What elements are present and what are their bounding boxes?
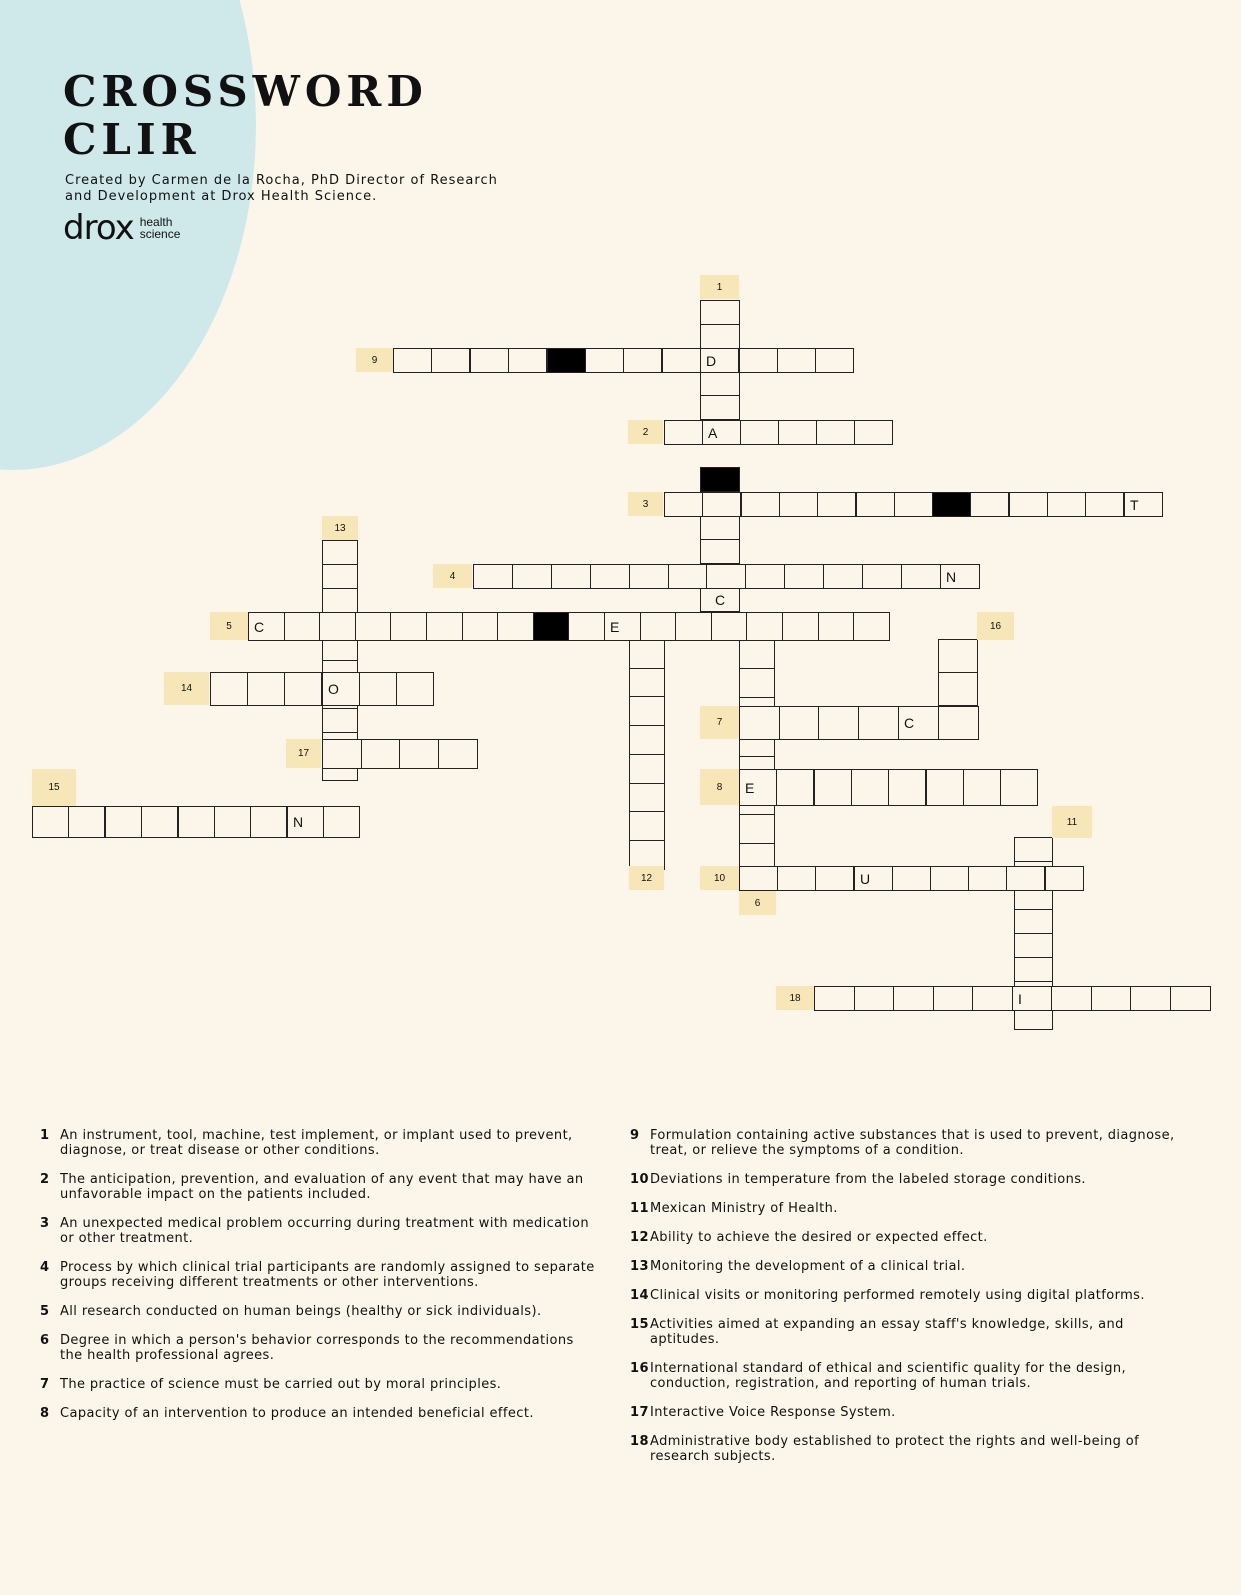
- grid-cell[interactable]: [901, 564, 941, 589]
- clue-number: 5: [40, 1304, 50, 1319]
- logo-sub-line-2: science: [139, 227, 181, 241]
- grid-cell[interactable]: [662, 348, 701, 373]
- grid-cell[interactable]: [1091, 986, 1132, 1011]
- clue-number: 15: [630, 1317, 649, 1332]
- grid-cell[interactable]: [782, 612, 819, 641]
- grid-cell[interactable]: [779, 492, 818, 517]
- clue-text: Administrative body established to protect the rights and well-being of research subjects.: [650, 1434, 1140, 1464]
- grid-cell[interactable]: [777, 348, 816, 373]
- grid-cell[interactable]: [851, 769, 889, 806]
- clue-2: [40, 1172, 595, 1202]
- clue-number-15: 15: [32, 769, 76, 806]
- grid-cell[interactable]: [390, 612, 427, 641]
- clue-text: Deviations in temperature from the labeled storage conditions.: [650, 1172, 1086, 1187]
- clue-number: 14: [630, 1288, 649, 1303]
- grid-cell[interactable]: [814, 769, 852, 806]
- clue-number: 1: [40, 1128, 50, 1143]
- grid-cell[interactable]: [322, 564, 358, 589]
- grid-cell[interactable]: [141, 806, 178, 838]
- clue-text: The anticipation, prevention, and evaluation of any event that may have an unfavorable impact on the patients included.: [60, 1172, 584, 1202]
- page-title: [63, 68, 428, 164]
- clue-text: All research conducted on human beings (healthy or sick individuals).: [60, 1304, 542, 1319]
- grid-cell[interactable]: [1000, 769, 1038, 806]
- clue-text: Ability to achieve the desired or expected effect.: [650, 1230, 988, 1245]
- grid-cell[interactable]: [1014, 933, 1053, 958]
- grid-cell[interactable]: [247, 672, 285, 706]
- grid-cell[interactable]: [814, 986, 855, 1011]
- clue-14: [630, 1288, 1175, 1303]
- grid-cell[interactable]: [319, 612, 356, 641]
- clue-1: [40, 1128, 595, 1158]
- clue-18: [630, 1434, 1175, 1464]
- grid-cell[interactable]: A: [702, 420, 741, 445]
- grid-cell[interactable]: [284, 672, 322, 706]
- grid-cell[interactable]: [629, 725, 665, 755]
- grid-cell[interactable]: I: [1012, 986, 1053, 1011]
- grid-cell[interactable]: [972, 986, 1013, 1011]
- grid-cell[interactable]: [711, 612, 748, 641]
- grid-cell[interactable]: [700, 371, 740, 396]
- grid-cell[interactable]: [706, 564, 746, 589]
- grid-cell[interactable]: [893, 986, 934, 1011]
- clue-number: 7: [40, 1377, 50, 1392]
- clue-number: 13: [630, 1259, 649, 1274]
- grid-cell[interactable]: [250, 806, 287, 838]
- grid-cell[interactable]: [700, 300, 740, 325]
- clue-number-18: 18: [776, 986, 814, 1010]
- grid-cell[interactable]: [284, 612, 321, 641]
- grid-cell[interactable]: [1045, 866, 1084, 891]
- grid-cell[interactable]: [739, 668, 775, 698]
- grid-cell[interactable]: [322, 708, 358, 733]
- clue-text: Interactive Voice Response System.: [650, 1405, 896, 1420]
- clue-number-10: 10: [700, 866, 739, 890]
- grid-cell[interactable]: [629, 564, 669, 589]
- grid-cell[interactable]: [817, 492, 856, 517]
- grid-cell[interactable]: [210, 672, 248, 706]
- grid-cell[interactable]: [1085, 492, 1124, 517]
- grid-cell[interactable]: [462, 612, 499, 641]
- grid-cell[interactable]: [823, 564, 863, 589]
- grid-cell[interactable]: [745, 564, 785, 589]
- grid-cell[interactable]: [1006, 866, 1045, 891]
- grid-cell[interactable]: [740, 420, 779, 445]
- grid-cell[interactable]: [700, 539, 740, 564]
- clue-number: 16: [630, 1361, 649, 1376]
- grid-cell[interactable]: [399, 739, 439, 769]
- grid-cell[interactable]: C: [248, 612, 285, 641]
- grid-cell[interactable]: [590, 564, 630, 589]
- clue-number-16: 16: [977, 612, 1014, 640]
- clue-text: Clinical visits or monitoring performed remotely using digital platforms.: [650, 1288, 1145, 1303]
- grid-cell[interactable]: [664, 420, 703, 445]
- grid-cell[interactable]: [739, 814, 775, 844]
- grid-cell[interactable]: [675, 612, 712, 641]
- clue-text: Process by which clinical trial participants are randomly assigned to separate groups receiving different treatments or other interventions.: [60, 1260, 595, 1290]
- grid-cell[interactable]: [815, 348, 854, 373]
- grid-cell[interactable]: [700, 324, 740, 349]
- grid-cell[interactable]: C: [898, 706, 939, 740]
- grid-cell[interactable]: [497, 612, 534, 641]
- clue-10: [630, 1172, 1175, 1187]
- logo-sub-line-1: health: [139, 215, 173, 229]
- grid-cell[interactable]: [323, 806, 360, 838]
- clue-number-8: 8: [700, 769, 739, 805]
- grid-cell[interactable]: [585, 348, 624, 373]
- grid-cell[interactable]: N: [287, 806, 324, 838]
- grid-cell[interactable]: [746, 612, 783, 641]
- clue-text: Activities aimed at expanding an essay staff's knowledge, skills, and aptitudes.: [650, 1317, 1124, 1347]
- clue-number: 6: [40, 1333, 50, 1348]
- clue-13: [630, 1259, 1175, 1274]
- grid-cell[interactable]: [862, 564, 902, 589]
- clues-left-column: [40, 1128, 595, 1435]
- credit-text: Created by Carmen de la Rocha, PhD Director of Research and Development at Drox Health Science.: [65, 173, 498, 204]
- grid-cell[interactable]: [894, 492, 933, 517]
- grid-cell[interactable]: [853, 612, 890, 641]
- grid-cell[interactable]: [68, 806, 105, 838]
- grid-cell[interactable]: [359, 672, 397, 706]
- clue-3: [40, 1216, 595, 1246]
- title-line-1: CROSSWORD: [63, 67, 428, 116]
- grid-cell[interactable]: [629, 668, 665, 698]
- clue-7: [40, 1377, 595, 1392]
- grid-cell[interactable]: [1014, 909, 1053, 934]
- clue-text: An instrument, tool, machine, test implement, or implant used to prevent, diagnose, or treat disease or other conditions.: [60, 1128, 573, 1158]
- clue-number-9: 9: [356, 348, 393, 372]
- clue-text: Monitoring the development of a clinical trial.: [650, 1259, 966, 1274]
- grid-cell[interactable]: [818, 706, 859, 740]
- grid-cell[interactable]: [629, 639, 665, 669]
- grid-cell[interactable]: [818, 612, 855, 641]
- clue-number-12: 12: [629, 866, 664, 890]
- grid-cell[interactable]: [1170, 986, 1211, 1011]
- clue-number-17: 17: [286, 739, 321, 768]
- grid-cell[interactable]: D: [700, 348, 739, 373]
- grid-cell[interactable]: [473, 564, 513, 589]
- clue-number: 4: [40, 1260, 50, 1275]
- grid-cell[interactable]: [970, 492, 1009, 517]
- clue-number-14: 14: [164, 672, 209, 705]
- clue-number-3: 3: [628, 492, 663, 516]
- clue-number-6: 6: [739, 891, 776, 915]
- grid-cell[interactable]: U: [854, 866, 893, 891]
- clue-number: 3: [40, 1216, 50, 1231]
- black-cell: [547, 348, 586, 373]
- grid-cell[interactable]: [963, 769, 1001, 806]
- clue-number-7: 7: [700, 706, 739, 739]
- clue-number: 11: [630, 1201, 649, 1216]
- grid-cell[interactable]: [470, 348, 509, 373]
- clue-number: 17: [630, 1405, 649, 1420]
- title-line-2: CLIR: [63, 115, 201, 164]
- grid-cell[interactable]: [739, 348, 778, 373]
- grid-cell[interactable]: [105, 806, 142, 838]
- grid-cell[interactable]: [629, 811, 665, 841]
- grid-cell[interactable]: [393, 348, 432, 373]
- clue-11: [630, 1201, 1175, 1216]
- grid-cell[interactable]: [926, 769, 964, 806]
- clue-number-5: 5: [210, 612, 248, 640]
- grid-cell[interactable]: [854, 420, 893, 445]
- grid-cell[interactable]: [623, 348, 662, 373]
- clue-text: International standard of ethical and scientific quality for the design, conduction, registration, and reporting of human trials.: [650, 1361, 1127, 1391]
- grid-cell[interactable]: C: [700, 587, 740, 612]
- grid-cell[interactable]: [856, 492, 895, 517]
- grid-cell[interactable]: [702, 492, 741, 517]
- clue-number-11: 11: [1052, 806, 1092, 838]
- clue-number: 18: [630, 1434, 649, 1449]
- grid-cell[interactable]: [938, 639, 978, 673]
- grid-cell[interactable]: [739, 706, 780, 740]
- clue-text: An unexpected medical problem occurring during treatment with medication or other treatment.: [60, 1216, 590, 1246]
- clue-number: 12: [630, 1230, 649, 1245]
- grid-cell[interactable]: [361, 739, 401, 769]
- grid-cell[interactable]: [178, 806, 215, 838]
- logo-subtitle: [140, 216, 181, 240]
- grid-cell[interactable]: [700, 395, 740, 420]
- grid-cell[interactable]: [32, 806, 69, 838]
- grid-cell[interactable]: [938, 706, 979, 740]
- grid-cell[interactable]: [933, 986, 974, 1011]
- clue-text: Formulation containing active substances that is used to prevent, diagnose, treat, or relieve the symptoms of a condition.: [650, 1128, 1175, 1158]
- black-cell: [700, 467, 740, 492]
- clue-text: The practice of science must be carried out by moral principles.: [60, 1377, 502, 1392]
- grid-cell[interactable]: O: [322, 672, 360, 706]
- grid-cell[interactable]: [668, 564, 708, 589]
- grid-cell[interactable]: N: [940, 564, 980, 589]
- grid-cell[interactable]: [322, 588, 358, 613]
- grid-cell[interactable]: [739, 866, 778, 891]
- clue-5: [40, 1304, 595, 1319]
- grid-cell[interactable]: [1047, 492, 1086, 517]
- clue-12: [630, 1230, 1175, 1245]
- grid-cell[interactable]: [640, 612, 677, 641]
- grid-cell[interactable]: [664, 492, 703, 517]
- grid-cell[interactable]: [888, 769, 926, 806]
- grid-cell[interactable]: [779, 706, 820, 740]
- grid-cell[interactable]: [778, 420, 817, 445]
- grid-cell[interactable]: [322, 739, 362, 769]
- grid-cell[interactable]: [854, 986, 895, 1011]
- grid-cell[interactable]: [512, 564, 552, 589]
- grid-cell[interactable]: [816, 420, 855, 445]
- grid-cell[interactable]: [214, 806, 251, 838]
- grid-cell[interactable]: [322, 540, 358, 565]
- grid-cell[interactable]: [396, 672, 434, 706]
- clue-number: 8: [40, 1406, 50, 1421]
- grid-cell[interactable]: [777, 866, 816, 891]
- grid-cell[interactable]: [629, 783, 665, 813]
- grid-cell[interactable]: [1130, 986, 1171, 1011]
- grid-cell[interactable]: [892, 866, 931, 891]
- grid-cell[interactable]: [784, 564, 824, 589]
- grid-cell[interactable]: [1014, 957, 1053, 982]
- clue-4: [40, 1260, 595, 1290]
- grid-cell[interactable]: [551, 564, 591, 589]
- grid-cell[interactable]: [508, 348, 547, 373]
- clue-6: [40, 1333, 595, 1363]
- clue-number-13: 13: [322, 516, 358, 540]
- clue-number-1: 1: [700, 275, 739, 299]
- grid-cell[interactable]: [1014, 837, 1053, 862]
- grid-cell[interactable]: E: [604, 612, 641, 641]
- grid-cell[interactable]: [938, 672, 978, 706]
- grid-cell[interactable]: E: [739, 769, 777, 806]
- grid-cell[interactable]: [815, 866, 854, 891]
- black-cell: [533, 612, 570, 641]
- grid-cell[interactable]: [1051, 986, 1092, 1011]
- grid-cell[interactable]: [741, 492, 780, 517]
- grid-cell[interactable]: [739, 639, 775, 669]
- clue-text: Degree in which a person's behavior corresponds to the recommendations the health professional agrees.: [60, 1333, 574, 1363]
- clue-number-4: 4: [433, 564, 472, 588]
- clue-9: [630, 1128, 1175, 1158]
- clue-16: [630, 1361, 1175, 1391]
- grid-cell[interactable]: [629, 696, 665, 726]
- clue-15: [630, 1317, 1175, 1347]
- grid-cell[interactable]: [930, 866, 969, 891]
- grid-cell[interactable]: [629, 754, 665, 784]
- grid-cell[interactable]: [968, 866, 1007, 891]
- black-cell: [932, 492, 971, 517]
- grid-cell[interactable]: [438, 739, 478, 769]
- drox-logo: [63, 208, 181, 248]
- grid-cell[interactable]: [858, 706, 899, 740]
- grid-cell[interactable]: [568, 612, 605, 641]
- clue-text: Capacity of an intervention to produce an intended beneficial effect.: [60, 1406, 534, 1421]
- grid-cell[interactable]: [700, 515, 740, 540]
- clue-number: 2: [40, 1172, 50, 1187]
- grid-cell[interactable]: [426, 612, 463, 641]
- logo-wordmark: drox: [63, 208, 134, 248]
- grid-cell[interactable]: T: [1124, 492, 1163, 517]
- clue-number: 9: [630, 1128, 640, 1143]
- clue-number: 10: [630, 1172, 649, 1187]
- clue-number-2: 2: [628, 420, 663, 444]
- clue-8: [40, 1406, 595, 1421]
- grid-cell[interactable]: [355, 612, 392, 641]
- grid-cell[interactable]: [776, 769, 814, 806]
- grid-cell[interactable]: [1009, 492, 1048, 517]
- clue-17: [630, 1405, 1175, 1420]
- clue-text: Mexican Ministry of Health.: [650, 1201, 838, 1216]
- clues-right-column: [630, 1128, 1175, 1478]
- grid-cell[interactable]: [431, 348, 470, 373]
